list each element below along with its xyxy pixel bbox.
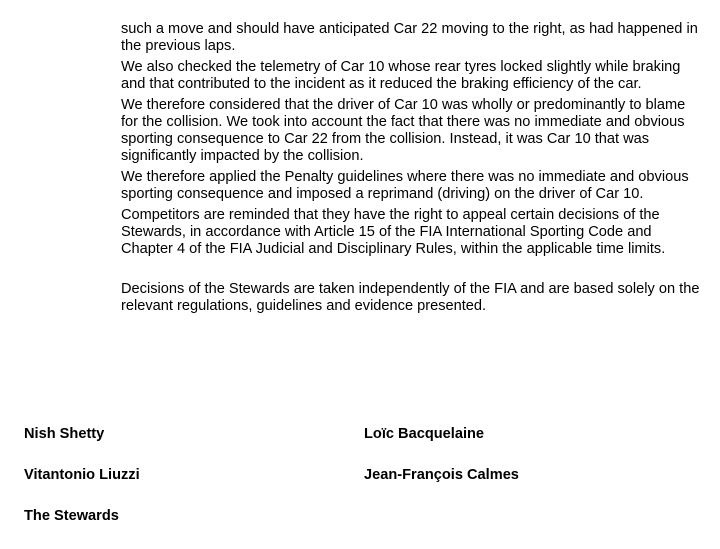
signature-row bbox=[24, 467, 704, 508]
paragraph-blame: We therefore considered that the driver of Car 10 was wholly or predominantly to blame for the collision. We took into account the fact that there was no immediate and obvious sporting consequence to Car 22 from the collision. Instead, it was Car 10 that was significantly impacted by the collision. bbox=[121, 97, 686, 164]
stewards-label: The Stewards bbox=[24, 508, 119, 524]
paragraph-anticipation: such a move and should have anticipated Car 22 moving to the right, as had happened in the previous laps. bbox=[121, 21, 698, 54]
steward-name: Nish Shetty bbox=[24, 426, 105, 442]
paragraph-independence: Decisions of the Stewards are taken independently of the FIA and are based solely on the relevant regulations, guidelines and evidence presented. bbox=[121, 281, 700, 314]
steward-name: Vitantonio Liuzzi bbox=[24, 467, 140, 483]
paragraph-telemetry: We also checked the telemetry of Car 10 whose rear tyres locked slightly while braking and that contributed to the incident as it reduced the braking efficiency of the car. bbox=[121, 59, 681, 92]
signature-row bbox=[24, 426, 704, 467]
signature-row bbox=[24, 508, 704, 549]
steward-signatures bbox=[24, 426, 704, 549]
paragraph-appeal-notice: Competitors are reminded that they have the right to appeal certain decisions of the Stewards, in accordance with Article 15 of the FIA International Sporting Code and Chapter 4 of the FIA Judicial and Disciplinary Rules, within the applicable time limits. bbox=[121, 207, 666, 257]
decision-body bbox=[121, 21, 701, 319]
steward-name: Jean-François Calmes bbox=[364, 467, 519, 483]
paragraph-penalty: We therefore applied the Penalty guidelines where there was no immediate and obvious sporting consequence and imposed a reprimand (driving) on the driver of Car 10. bbox=[121, 169, 689, 202]
steward-name: Loïc Bacquelaine bbox=[364, 426, 485, 442]
